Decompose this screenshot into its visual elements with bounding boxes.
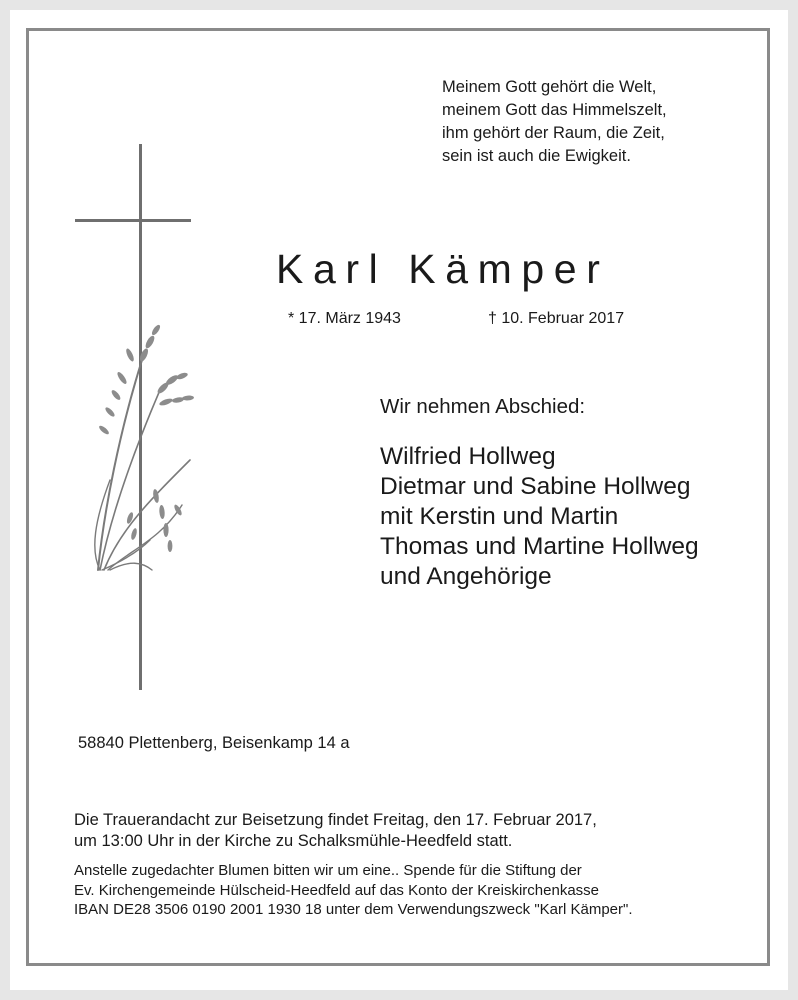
- donation-info: [74, 861, 633, 920]
- obituary-card: [10, 10, 788, 990]
- mourners-list: [380, 442, 699, 592]
- farewell-heading: Wir nehmen Abschied:: [380, 395, 586, 418]
- verse-line: sein ist auch die Ewigkeit.: [442, 147, 631, 165]
- address: 58840 Plettenberg, Beisenkamp 14 a: [78, 734, 350, 752]
- service-info: [74, 810, 597, 852]
- mourner-line: mit Kerstin und Martin: [380, 503, 619, 530]
- mourner-line: Dietmar und Sabine Hollweg: [380, 473, 691, 500]
- service-line: Die Trauerandacht zur Beisetzung findet Freitag, den 17. Februar 2017,: [74, 811, 597, 829]
- service-line: um 13:00 Uhr in der Kirche zu Schalksmühle-Heedfeld statt.: [74, 832, 513, 850]
- donation-line: Ev. Kirchengemeinde Hülscheid-Heedfeld auf das Konto der Kreiskirchenkasse: [74, 881, 600, 899]
- donation-line: IBAN DE28 3506 0190 2001 1930 18 unter dem Verwendungszweck "Karl Kämper".: [74, 901, 633, 918]
- cross-with-grass-icon: [70, 130, 210, 700]
- mourner-line: und Angehörige: [380, 563, 552, 590]
- deceased-name: Karl Kämper: [276, 246, 610, 292]
- birth-date: * 17. März 1943: [288, 310, 401, 327]
- mourner-line: Wilfried Hollweg: [380, 443, 556, 470]
- verse: [442, 76, 667, 168]
- donation-line: Anstelle zugedachter Blumen bitten wir um eine.. Spende für die Stiftung der: [74, 862, 582, 879]
- verse-line: ihm gehört der Raum, die Zeit,: [442, 124, 665, 142]
- verse-line: Meinem Gott gehört die Welt,: [442, 78, 657, 96]
- mourner-line: Thomas und Martine Hollweg: [380, 533, 699, 560]
- death-date: † 10. Februar 2017: [488, 310, 625, 327]
- verse-line: meinem Gott das Himmelszelt,: [442, 101, 667, 119]
